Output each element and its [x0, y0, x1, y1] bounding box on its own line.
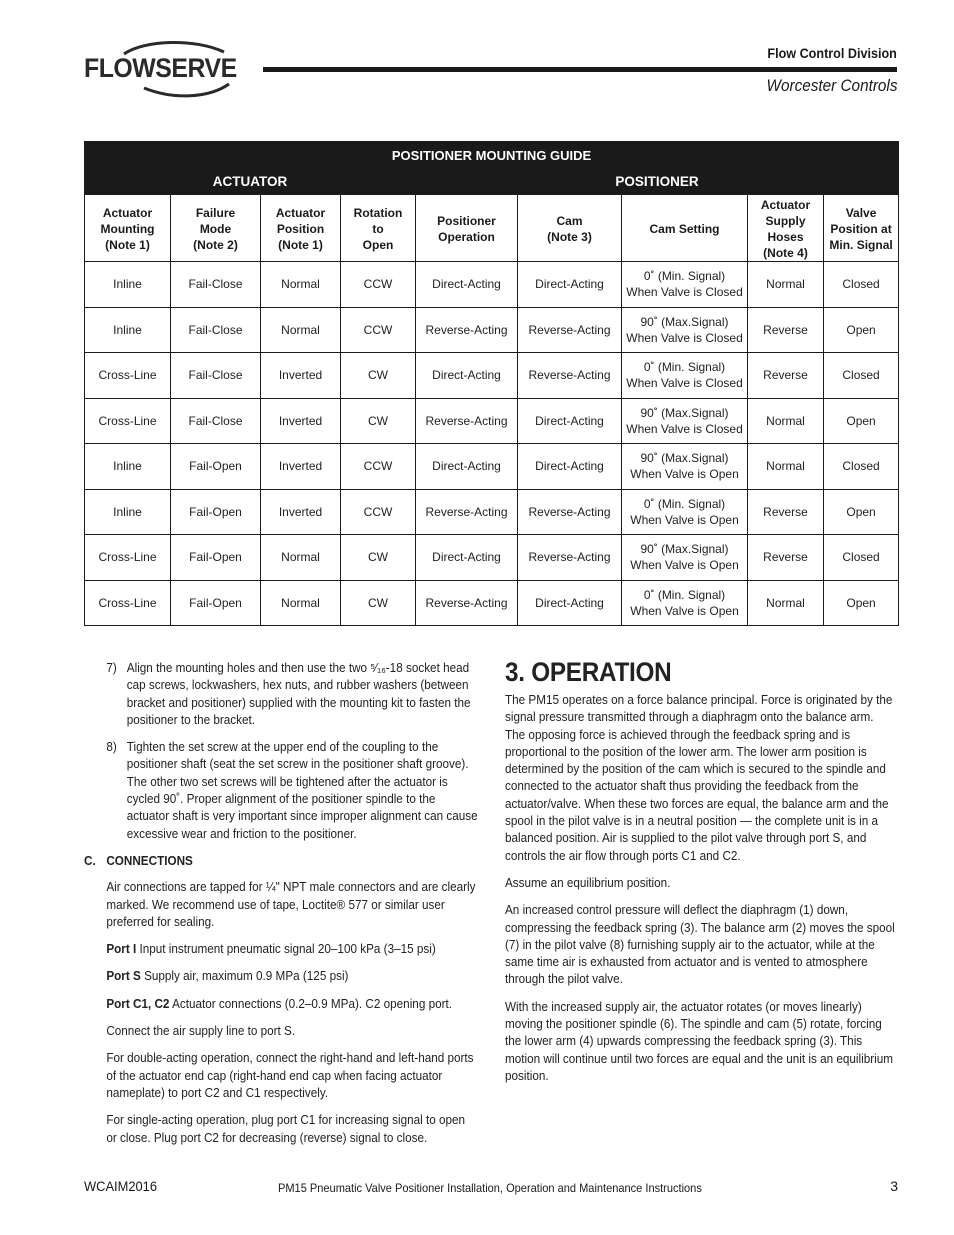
- step-text: Align the mounting holes and then use the two ⁵⁄₁₆-18 socket head cap screws, lockwashers, hex nuts, and rubber washers (between bracket and positioner) supplied with the mounting kit to fasten the positioner to the bracket.: [126, 661, 471, 727]
- cell-value: 90˚ (Max.Signal) When Valve is Closed: [626, 314, 743, 345]
- cell-value: Inverted: [278, 504, 323, 519]
- cell-value: Open: [846, 504, 876, 519]
- column-header: [171, 195, 261, 262]
- document-title: PM15 Pneumatic Valve Positioner Installation, Operation and Maintenance Instructions: [278, 1181, 702, 1195]
- column-header: [341, 195, 416, 262]
- table-cell: [518, 489, 622, 535]
- paragraph: For single-acting operation, plug port C1 for increasing signal to open or close. Plug port C2 for decreasing (reverse) signal to close.: [106, 1113, 466, 1145]
- table-cell: [824, 353, 899, 399]
- table-cell: [622, 444, 748, 490]
- cell-value: Reverse: [763, 368, 808, 383]
- table-cell: [416, 353, 518, 399]
- cell-value: Reverse-Acting: [528, 322, 611, 337]
- cell-value: 0˚ (Min. Signal) When Valve is Closed: [626, 269, 743, 300]
- table-cell: [748, 353, 824, 399]
- table-cell: [416, 398, 518, 444]
- port-s-description: [106, 968, 478, 985]
- table-cell: [416, 262, 518, 308]
- cell-value: Fail-Open: [189, 504, 242, 519]
- cell-value: Cross-Line: [98, 550, 157, 565]
- paragraph: An increased control pressure will deflect the diaphragm (1) down, compressing the feedback spring (3). The balance arm (2) moves the spool (7) in the pilot valve (8) furnishing supply air to the actuator, while at the same time air is exhausted from actuator and is vented to atmosphere through the pilot valve.: [505, 903, 895, 987]
- cell-value: Direct-Acting: [432, 368, 501, 383]
- cell-value: Reverse: [763, 550, 808, 565]
- table-cell: [622, 535, 748, 581]
- table-cell: [171, 580, 261, 626]
- table-cell: [85, 262, 171, 308]
- column-header-label: Positioner Operation: [437, 214, 496, 244]
- column-header: [261, 195, 341, 262]
- paragraph: The PM15 operates on a force balance principal. Force is originated by the signal pressure transmitted through a diaphragm onto the balance arm. The opposing force is achieved through the feedback spring and is proportional to the position of the lower arm. The lower arm position is determined by the position of the cam which is secured to the spindle and connected to the actuator shaft thus providing the feedback from the actuator/valve. When these two forces are equal, the balance arm and the spool in the pilot valve is in a neutral position — the complete unit is in a balanced position. Air is supplied to the pilot valve through port S, and controls the air flow through ports C1 and C2.: [505, 693, 893, 863]
- table-cell: [824, 398, 899, 444]
- table-cell: [341, 307, 416, 353]
- cell-value: CCW: [363, 322, 393, 337]
- table-cell: [171, 262, 261, 308]
- cell-value: Closed: [842, 277, 880, 292]
- table-row: [85, 353, 899, 399]
- table-cell: [416, 307, 518, 353]
- table-cell: [261, 398, 341, 444]
- column-header: [85, 195, 171, 262]
- table-cell: [85, 489, 171, 535]
- cell-value: Reverse-Acting: [528, 550, 611, 565]
- column-header-label: Cam (Note 3): [547, 214, 592, 244]
- table-cell: [748, 489, 824, 535]
- table-cell: [341, 580, 416, 626]
- section-title-operation: 3. OPERATION: [505, 657, 672, 687]
- column-header-row: [85, 195, 899, 262]
- table-cell: [261, 444, 341, 490]
- cell-value: Cross-Line: [98, 368, 157, 383]
- table-cell: [416, 489, 518, 535]
- positioner-mounting-guide-table: [84, 141, 899, 626]
- table-cell: [341, 444, 416, 490]
- port-label: Port I: [106, 942, 137, 957]
- cell-value: Direct-Acting: [535, 459, 604, 474]
- right-column: [505, 656, 898, 1095]
- table-cell: [171, 444, 261, 490]
- cell-value: Normal: [281, 595, 320, 610]
- cell-value: Inverted: [278, 459, 323, 474]
- cell-value: Reverse-Acting: [425, 322, 508, 337]
- column-header-label: Actuator Mounting (Note 1): [100, 206, 155, 252]
- table-cell: [518, 580, 622, 626]
- cell-value: Fail-Open: [189, 595, 242, 610]
- cell-value: Direct-Acting: [535, 595, 604, 610]
- step-8: [84, 739, 478, 843]
- table-row: [85, 398, 899, 444]
- cell-value: Closed: [842, 368, 880, 383]
- table-cell: [518, 307, 622, 353]
- table-cell: [341, 353, 416, 399]
- table-cell: [85, 535, 171, 581]
- step-number: 8): [106, 740, 117, 755]
- cell-value: Direct-Acting: [535, 277, 604, 292]
- table-cell: [341, 535, 416, 581]
- table-cell: [171, 535, 261, 581]
- paragraph: Connect the air supply line to port S.: [106, 1024, 296, 1039]
- left-column: [84, 660, 480, 1157]
- cell-value: Cross-Line: [98, 595, 157, 610]
- cell-value: Normal: [766, 413, 805, 428]
- cell-value: 90˚ (Max.Signal) When Valve is Closed: [626, 405, 743, 436]
- table-cell: [748, 398, 824, 444]
- section-title: CONNECTIONS: [106, 853, 193, 868]
- cell-value: Normal: [766, 277, 805, 292]
- cell-value: Open: [846, 413, 876, 428]
- cell-value: 0˚ (Min. Signal) When Valve is Open: [630, 587, 739, 618]
- table-cell: [261, 307, 341, 353]
- port-text: Actuator connections (0.2–0.9 MPa). C2 opening port.: [169, 996, 453, 1011]
- table-cell: [416, 444, 518, 490]
- column-header-label: Actuator Supply Hoses (Note 4): [760, 198, 811, 260]
- table-title: POSITIONER MOUNTING GUIDE: [85, 142, 899, 169]
- port-label: Port S: [106, 969, 141, 984]
- cell-value: Reverse-Acting: [425, 413, 508, 428]
- cell-value: CCW: [363, 277, 393, 292]
- cell-value: Reverse-Acting: [528, 504, 611, 519]
- section-letter: C.: [84, 853, 96, 868]
- cell-value: Inline: [113, 322, 142, 337]
- table-cell: [416, 535, 518, 581]
- cell-value: Inverted: [278, 413, 323, 428]
- cell-value: Fail-Close: [188, 277, 243, 292]
- cell-value: Open: [846, 595, 876, 610]
- table-cell: [171, 307, 261, 353]
- column-header-label: Rotation to Open: [353, 206, 403, 252]
- table-row: [85, 535, 899, 581]
- table-cell: [518, 535, 622, 581]
- table-cell: [748, 535, 824, 581]
- table-cell: [824, 262, 899, 308]
- cell-value: Normal: [281, 550, 320, 565]
- table-row: [85, 307, 899, 353]
- column-header: [622, 195, 748, 262]
- cell-value: Closed: [842, 459, 880, 474]
- cell-value: 90˚ (Max.Signal) When Valve is Open: [630, 451, 739, 482]
- cell-value: 90˚ (Max.Signal) When Valve is Open: [630, 542, 739, 573]
- table-cell: [824, 535, 899, 581]
- cell-value: Direct-Acting: [432, 550, 501, 565]
- division-name: Flow Control Division: [767, 45, 897, 61]
- cell-value: Cross-Line: [98, 413, 157, 428]
- cell-value: Normal: [766, 459, 805, 474]
- cell-value: Normal: [766, 595, 805, 610]
- port-i-description: [106, 941, 478, 958]
- cell-value: Reverse: [763, 322, 808, 337]
- section-heading-connections: [84, 853, 478, 870]
- table-cell: [518, 444, 622, 490]
- cell-value: Open: [846, 322, 876, 337]
- cell-value: 0˚ (Min. Signal) When Valve is Open: [630, 496, 739, 527]
- table-cell: [748, 444, 824, 490]
- table-cell: [622, 580, 748, 626]
- table-cell: [518, 353, 622, 399]
- flowserve-logo: [84, 40, 244, 100]
- table-cell: [85, 398, 171, 444]
- table-cell: [748, 580, 824, 626]
- step-7: [84, 660, 478, 729]
- table-cell: [748, 307, 824, 353]
- port-text: Input instrument pneumatic signal 20–100 kPa (3–15 psi): [136, 942, 436, 957]
- cell-value: Direct-Acting: [535, 413, 604, 428]
- column-header: [416, 195, 518, 262]
- cell-value: Fail-Close: [188, 368, 243, 383]
- table-cell: [85, 444, 171, 490]
- cell-value: Fail-Close: [188, 322, 243, 337]
- table-body: [85, 262, 899, 626]
- paragraph: Air connections are tapped for ¼" NPT male connectors and are clearly marked. We recommend use of tape, Loctite® 577 or similar user preferred for sealing.: [106, 880, 476, 929]
- column-header: [824, 195, 899, 262]
- table-row: [85, 262, 899, 308]
- table-cell: [261, 535, 341, 581]
- table-row: [85, 580, 899, 626]
- paragraph: For double-acting operation, connect the right-hand and left-hand ports of the actuator end cap (right-hand end cap when facing actuator nameplate) to port C2 and C1 respectively.: [106, 1051, 474, 1100]
- port-text: Supply air, maximum 0.9 MPa (125 psi): [140, 969, 349, 984]
- column-header-label: Valve Position at Min. Signal: [829, 206, 893, 252]
- table-cell: [416, 580, 518, 626]
- table-cell: [824, 580, 899, 626]
- step-text: Tighten the set screw at the upper end of the coupling to the positioner shaft (seat the set screw in the positioner shaft groove). The other two set screws will be tightened after the actuator is cycled 90˚. Proper alignment of the positioner spindle to the actuator shaft is very important since improper alignment can cause excessive wear and friction to the positioner.: [126, 740, 478, 841]
- cell-value: CW: [368, 368, 388, 383]
- cell-value: Inverted: [278, 368, 323, 383]
- cell-value: Fail-Open: [189, 550, 242, 565]
- step-number: 7): [106, 661, 117, 675]
- column-header-label: Actuator Position (Note 1): [275, 206, 326, 252]
- table-cell: [261, 580, 341, 626]
- brand-name: Worcester Controls: [766, 76, 897, 95]
- table-cell: [261, 262, 341, 308]
- table-cell: [518, 262, 622, 308]
- table-cell: [518, 398, 622, 444]
- cell-value: CW: [368, 550, 388, 565]
- port-c-description: [106, 996, 478, 1013]
- paragraph: Assume an equilibrium position.: [505, 875, 671, 890]
- table-cell: [824, 489, 899, 535]
- column-header-label: Cam Setting: [649, 222, 720, 236]
- table-row: [85, 489, 899, 535]
- table-cell: [171, 489, 261, 535]
- table-cell: [171, 398, 261, 444]
- cell-value: Reverse-Acting: [528, 368, 611, 383]
- table-row: [85, 444, 899, 490]
- column-header: [748, 195, 824, 262]
- cell-value: 0˚ (Min. Signal) When Valve is Closed: [626, 360, 743, 391]
- table-cell: [622, 262, 748, 308]
- header-rule: [263, 67, 897, 72]
- cell-value: Normal: [281, 277, 320, 292]
- paragraph: With the increased supply air, the actuator rotates (or moves linearly) moving the positioner spindle (6). The spindle and cam (5) rotate, forcing the lower arm (4) upwards compressing the feedback spring (3). This motion will continue until two forces are equal and the unit is an equilibrium position.: [505, 999, 894, 1083]
- cell-value: Closed: [842, 550, 880, 565]
- table-cell: [748, 262, 824, 308]
- table-cell: [824, 444, 899, 490]
- table-cell: [85, 580, 171, 626]
- table-cell: [341, 262, 416, 308]
- table-cell: [824, 307, 899, 353]
- group-header-actuator: ACTUATOR: [85, 169, 416, 195]
- table-cell: [622, 353, 748, 399]
- cell-value: Inline: [113, 277, 142, 292]
- logo-wordmark: FLOWSERVE: [84, 53, 237, 83]
- cell-value: Inline: [113, 504, 142, 519]
- page-number: 3: [890, 1178, 898, 1194]
- table-cell: [261, 353, 341, 399]
- table-cell: [171, 353, 261, 399]
- document-code: WCAIM2016: [84, 1178, 158, 1194]
- cell-value: CW: [368, 595, 388, 610]
- cell-value: Normal: [281, 322, 320, 337]
- cell-value: CCW: [363, 459, 393, 474]
- cell-value: CCW: [363, 504, 393, 519]
- cell-value: CW: [368, 413, 388, 428]
- cell-value: Fail-Close: [188, 413, 243, 428]
- group-header-positioner: POSITIONER: [416, 169, 899, 195]
- table-cell: [341, 398, 416, 444]
- table-cell: [261, 489, 341, 535]
- port-label: Port C1, C2: [106, 996, 170, 1011]
- cell-value: Inline: [113, 459, 142, 474]
- cell-value: Fail-Open: [189, 459, 242, 474]
- column-header: [518, 195, 622, 262]
- cell-value: Reverse-Acting: [425, 595, 508, 610]
- table-cell: [341, 489, 416, 535]
- table-cell: [622, 307, 748, 353]
- cell-value: Reverse-Acting: [425, 504, 508, 519]
- cell-value: Direct-Acting: [432, 277, 501, 292]
- cell-value: Direct-Acting: [432, 459, 501, 474]
- table-cell: [85, 307, 171, 353]
- table-cell: [622, 489, 748, 535]
- table-cell: [622, 398, 748, 444]
- column-header-label: Failure Mode (Note 2): [193, 206, 238, 252]
- table-cell: [85, 353, 171, 399]
- cell-value: Reverse: [763, 504, 808, 519]
